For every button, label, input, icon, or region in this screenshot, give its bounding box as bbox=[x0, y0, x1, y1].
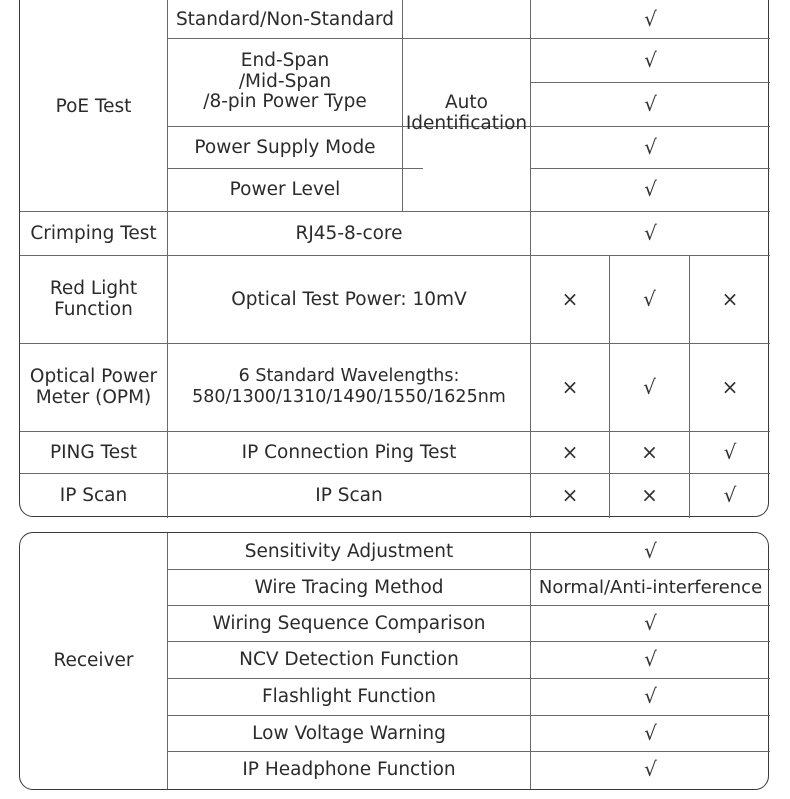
receiver-item: Flashlight Function bbox=[261, 686, 437, 707]
check-mark: √ bbox=[644, 134, 657, 159]
ping-test-label: PING Test bbox=[49, 441, 138, 463]
cross-mark: × bbox=[721, 286, 739, 311]
ip-scan-desc: IP Scan bbox=[315, 484, 383, 506]
cross-mark: × bbox=[561, 439, 579, 464]
ip-scan-label: IP Scan bbox=[59, 484, 128, 506]
check-mark: √ bbox=[644, 220, 657, 245]
receiver-item: Wire Tracing Method bbox=[254, 576, 444, 598]
poe-item-standard: Standard/Non-Standard bbox=[175, 9, 395, 30]
poe-item-supply-mode: Power Supply Mode bbox=[194, 136, 376, 158]
wire-tracing-value: Normal/Anti-interference bbox=[538, 576, 763, 598]
cross-mark: × bbox=[561, 374, 579, 399]
receiver-item: Sensitivity Adjustment bbox=[244, 540, 454, 562]
poe-item-power-type: End-Span /Mid-Span /8-pin Power Type bbox=[203, 50, 367, 113]
ping-test-desc: IP Connection Ping Test bbox=[241, 441, 457, 463]
check-mark: √ bbox=[644, 538, 657, 563]
check-mark: √ bbox=[723, 439, 737, 464]
poe-test-label: PoE Test bbox=[55, 95, 132, 117]
cross-mark: × bbox=[641, 482, 658, 507]
receiver-item: Low Voltage Warning bbox=[252, 722, 446, 744]
receiver-item: IP Headphone Function bbox=[242, 759, 456, 780]
check-mark: √ bbox=[644, 91, 657, 116]
feature-table-transmitter bbox=[19, 0, 769, 517]
check-mark: √ bbox=[644, 720, 657, 745]
feature-table-receiver bbox=[19, 532, 769, 790]
check-mark: √ bbox=[723, 482, 737, 507]
crimping-test-desc: RJ45-8-core bbox=[295, 222, 403, 244]
check-mark: √ bbox=[644, 647, 657, 671]
check-mark: √ bbox=[644, 610, 657, 635]
check-mark: √ bbox=[644, 7, 657, 31]
poe-auto-identification: Auto Identification bbox=[405, 92, 528, 134]
check-mark: √ bbox=[643, 374, 656, 399]
check-mark: √ bbox=[644, 47, 657, 72]
check-mark: √ bbox=[644, 684, 657, 708]
receiver-label: Receiver bbox=[53, 650, 134, 671]
receiver-item: Wiring Sequence Comparison bbox=[212, 612, 486, 634]
cross-mark: × bbox=[561, 286, 579, 311]
red-light-label: Red Light Function bbox=[49, 278, 138, 320]
cross-mark: × bbox=[721, 374, 739, 399]
opm-desc: 6 Standard Wavelengths: 580/1300/1310/1490/1550/1625nm bbox=[192, 366, 506, 407]
crimping-test-label: Crimping Test bbox=[30, 222, 157, 244]
poe-item-power-level: Power Level bbox=[229, 179, 341, 200]
check-mark: √ bbox=[644, 757, 657, 781]
check-mark: √ bbox=[643, 286, 656, 311]
cross-mark: × bbox=[641, 439, 658, 464]
red-light-desc: Optical Test Power: 10mV bbox=[231, 288, 467, 310]
cross-mark: × bbox=[561, 482, 579, 507]
receiver-item: NCV Detection Function bbox=[239, 649, 459, 670]
opm-label: Optical Power Meter (OPM) bbox=[29, 366, 158, 408]
check-mark: √ bbox=[644, 177, 657, 201]
